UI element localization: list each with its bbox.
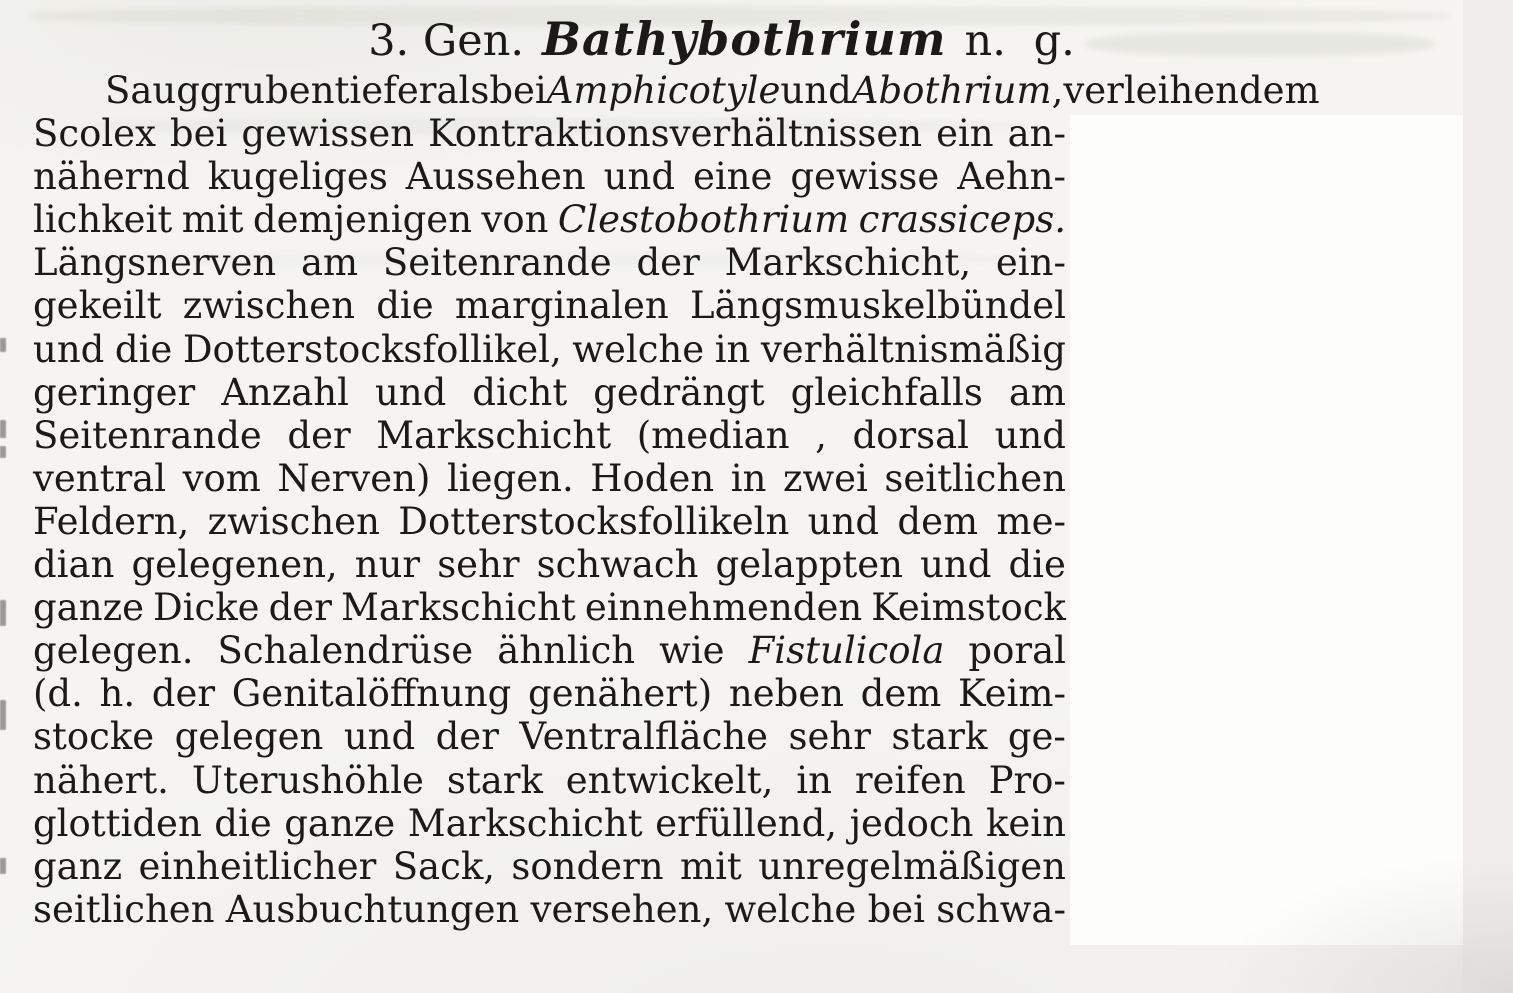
word: entwickelt, <box>565 758 774 802</box>
word: der <box>268 586 332 630</box>
text-line <box>33 846 1066 889</box>
text-line <box>33 372 1066 415</box>
word: Dotterstocksfollikel, <box>182 327 562 371</box>
page-edge-strip <box>1463 0 1513 993</box>
word: Markschicht, <box>724 241 972 285</box>
word: bei <box>489 69 547 112</box>
word: Schalendrüse <box>217 629 474 673</box>
text-line <box>33 760 1066 803</box>
word: sehr <box>437 543 520 587</box>
word: gleichfalls <box>790 370 983 414</box>
word: seitlichen <box>33 887 215 931</box>
word: in <box>796 758 832 802</box>
word: dem <box>1238 69 1320 112</box>
word: (d. <box>33 672 83 716</box>
word: erfüllend, <box>655 801 838 845</box>
section-heading <box>205 12 1238 66</box>
word: schwa- <box>936 887 1066 931</box>
word: Dicke <box>153 586 260 630</box>
text-line <box>33 69 1320 113</box>
word: Scolex <box>33 112 156 156</box>
word: wie <box>659 629 725 673</box>
word: gelegen <box>174 715 324 759</box>
word: ventral <box>33 456 167 500</box>
word: verleihen <box>1063 69 1239 112</box>
word: der <box>636 241 700 285</box>
word: schwach <box>536 543 699 587</box>
word: h. <box>99 672 136 716</box>
text-line <box>33 156 1066 199</box>
text-line <box>33 544 1066 587</box>
word: sondern <box>511 844 664 888</box>
word: in <box>730 456 767 500</box>
text-line <box>33 242 1066 285</box>
word: verhältnismäßig <box>760 327 1066 371</box>
word: gelegenen, <box>131 543 338 587</box>
word: der <box>151 672 216 716</box>
gutter-ink-mark <box>0 858 6 874</box>
word: reifen <box>854 758 966 802</box>
word: Markschicht <box>407 801 643 845</box>
word: und <box>994 413 1066 457</box>
word: (median <box>636 413 790 457</box>
word: zwischen <box>207 499 380 543</box>
word: Keimstock <box>871 586 1066 630</box>
word: Pro- <box>988 758 1066 802</box>
word: , <box>815 413 827 457</box>
word: und <box>603 155 676 199</box>
word: die <box>1008 543 1066 587</box>
word: die <box>114 327 173 371</box>
word: und <box>33 327 105 371</box>
word: glottiden <box>33 801 202 845</box>
word: einnehmenden <box>584 586 863 630</box>
word: ganze <box>33 586 144 630</box>
text-line <box>33 587 1066 630</box>
word: Markschicht <box>340 586 576 630</box>
word: bei <box>867 887 925 931</box>
word: nähernd <box>33 155 190 199</box>
word: stocke <box>33 715 155 759</box>
word: am <box>1008 370 1066 414</box>
word: der <box>287 413 351 457</box>
word: Ausbuchtungen <box>225 887 520 931</box>
text-line <box>33 199 1066 242</box>
word: Keim- <box>957 672 1066 716</box>
word: mit <box>680 844 742 888</box>
word: gelappten <box>715 543 903 587</box>
word: Kontraktionsverhältnissen <box>428 112 923 156</box>
text-line <box>33 501 1066 544</box>
word: dicht <box>472 370 568 414</box>
word: ganze <box>284 801 396 845</box>
word: und <box>780 69 852 112</box>
word: nähert. <box>33 758 169 802</box>
word: ge- <box>1007 715 1066 759</box>
word: und <box>343 715 416 759</box>
word: zwei <box>782 456 868 500</box>
word: bei <box>169 112 228 156</box>
gutter-ink-mark <box>0 420 6 438</box>
text-line <box>33 113 1066 156</box>
word: me- <box>996 499 1066 543</box>
word: gewissen <box>241 112 415 156</box>
word: dem <box>860 672 942 716</box>
word: sehr <box>788 715 871 759</box>
word: geringer <box>33 370 196 414</box>
word: Nerven) <box>277 456 431 500</box>
word: unregelmäßigen <box>758 844 1066 888</box>
word: tiefer <box>334 69 437 112</box>
paragraph-block <box>33 69 1320 932</box>
word: Genitalöffnung <box>231 672 512 716</box>
word: Anzahl <box>221 370 349 414</box>
word: ganz <box>33 844 123 888</box>
text-line <box>33 630 1066 673</box>
text-line <box>33 285 1066 328</box>
word: Längsmuskelbündel <box>690 284 1066 328</box>
word: kein <box>985 801 1066 845</box>
word: Aussehen <box>405 155 586 199</box>
word: Clestobothrium <box>557 198 850 242</box>
text-line <box>33 415 1066 458</box>
word: dorsal <box>852 413 969 457</box>
word: und <box>920 543 992 587</box>
word: Fistulicola <box>748 629 945 673</box>
word: versehen, <box>530 887 714 931</box>
word: Amphicotyle <box>546 69 781 112</box>
word: an- <box>1007 112 1066 156</box>
gutter-ink-mark <box>0 700 6 730</box>
word: vom <box>182 456 261 500</box>
word: lichkeit <box>33 198 173 242</box>
text-line <box>33 673 1066 716</box>
word: neben <box>728 672 844 716</box>
word: welche <box>724 887 857 931</box>
word: jedoch <box>849 801 974 845</box>
word: ein- <box>995 241 1066 285</box>
word: zwischen <box>182 284 355 328</box>
text-line <box>33 329 1066 372</box>
word: dian <box>33 543 115 587</box>
word: gekeilt <box>33 284 162 328</box>
word: Hoden <box>590 456 715 500</box>
word: demjenigen <box>252 198 473 242</box>
word: und <box>807 499 880 543</box>
word: seitlichen <box>884 456 1066 500</box>
word: mit <box>181 198 244 242</box>
word: die <box>214 801 272 845</box>
word: stark <box>891 715 988 759</box>
gutter-ink-mark <box>0 600 6 626</box>
word: ein <box>936 112 994 156</box>
word: von <box>481 198 549 242</box>
genus-name: Bathybothrium <box>542 12 947 66</box>
word: Längsnerven <box>33 241 277 285</box>
word: Sauggruben <box>105 69 335 112</box>
word: am <box>300 241 359 285</box>
word: Aehn- <box>957 155 1066 199</box>
text-line <box>33 716 1066 759</box>
word: welche <box>572 327 705 371</box>
word: Uterushöhle <box>191 758 424 802</box>
word: Seitenrande <box>382 241 612 285</box>
genus-number-label: 3. Gen. <box>368 16 525 66</box>
word: einheitlicher <box>138 844 377 888</box>
word: kugeliges <box>207 155 388 199</box>
word: die <box>376 284 434 328</box>
word: Sack, <box>392 844 495 888</box>
word: gedrängt <box>593 370 765 414</box>
word: Markschicht <box>376 413 612 457</box>
word: der <box>435 715 499 759</box>
word: in <box>714 327 751 371</box>
genus-suffix-label: n. g. <box>964 16 1075 66</box>
word: Seitenrande <box>33 413 262 457</box>
gutter-ink-mark <box>0 446 6 458</box>
word: liegen. <box>446 456 574 500</box>
text-line <box>33 889 1066 932</box>
gutter-ink-mark <box>0 338 6 352</box>
blank-margin-area <box>1070 115 1463 945</box>
word: genähert) <box>528 672 713 716</box>
word: nur <box>354 543 421 587</box>
word: dem <box>897 499 979 543</box>
scan-corner-shadow <box>1213 853 1513 993</box>
word: crassiceps. <box>858 198 1066 242</box>
word: Feldern, <box>33 499 190 543</box>
word: marginalen <box>454 284 669 328</box>
word: eine <box>692 155 773 199</box>
word: gewisse <box>790 155 940 199</box>
text-line <box>33 458 1066 501</box>
word: Abothrium, <box>851 69 1064 112</box>
word: Ventralfläche <box>519 715 769 759</box>
word: als <box>436 69 490 112</box>
word: und <box>374 370 447 414</box>
word: Dotterstocksfollikeln <box>398 499 790 543</box>
text-line <box>33 803 1066 846</box>
word: poral <box>968 629 1066 673</box>
word: gelegen. <box>33 629 194 673</box>
word: stark <box>446 758 543 802</box>
word: ähnlich <box>497 629 636 673</box>
